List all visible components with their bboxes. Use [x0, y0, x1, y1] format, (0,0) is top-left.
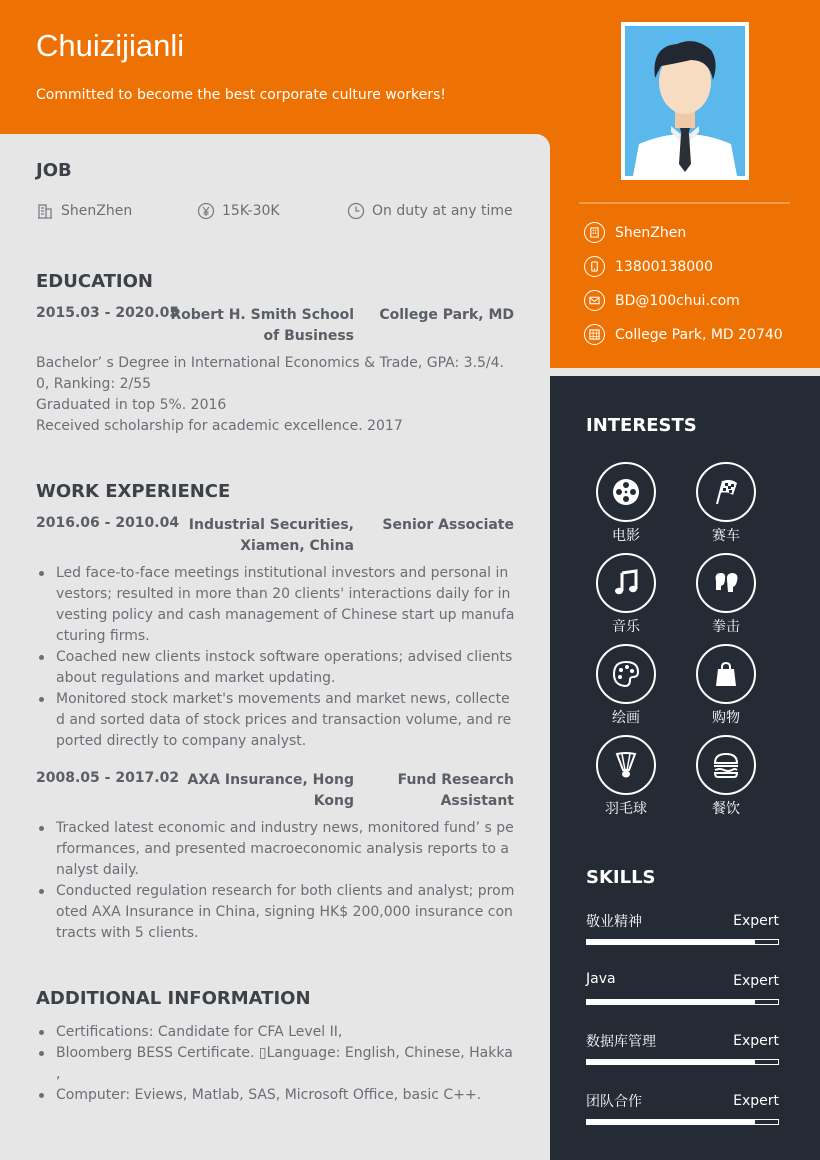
skill-level: Expert — [733, 913, 779, 929]
job-salary: 15K-30K — [197, 202, 280, 220]
contact-location — [584, 222, 686, 243]
skill-level: Expert — [733, 1093, 779, 1109]
edu-place: College Park, MD — [379, 307, 514, 323]
contact-phone — [584, 256, 713, 277]
skill-bar-fill — [587, 1060, 755, 1064]
contact-text: BD@100chui.com — [615, 292, 740, 309]
work-role: Senior Associate — [382, 517, 514, 533]
work-company: Industrial Securities, Xiamen, China — [188, 517, 354, 554]
avatar — [621, 22, 749, 180]
contact-text: 13800138000 — [615, 258, 713, 275]
shuttlecock-icon — [610, 749, 642, 781]
skills-title: SKILLS — [586, 867, 656, 888]
interest-label: 音乐 — [612, 619, 640, 635]
list-item: Monitored stock market's movements and market news, collected and sorted data of stock prices and transaction volume, and reported directly to company analyst. — [36, 689, 516, 752]
education-title: EDUCATION — [36, 271, 153, 292]
interest-label: 拳击 — [712, 619, 740, 635]
additional-bullets — [36, 1022, 516, 1106]
racing-flag-icon — [710, 476, 742, 508]
skill-level: Expert — [733, 1033, 779, 1049]
building-icon — [36, 202, 54, 220]
interest-badminton — [586, 735, 666, 818]
contact-text: College Park, MD 20740 — [615, 326, 783, 343]
contact-text: ShenZhen — [615, 224, 687, 241]
music-note-icon — [610, 567, 642, 599]
map-grid-icon — [584, 324, 605, 345]
education-details — [36, 353, 516, 437]
edu-line: Graduated in top 5%. 2016 — [36, 397, 227, 413]
tagline: Committed to become the best corporate culture workers! — [36, 87, 446, 103]
burger-icon — [710, 749, 742, 781]
skill-name: Java — [586, 971, 616, 987]
boxing-glove-icon — [710, 567, 742, 599]
interest-food — [686, 735, 766, 818]
work-company: AXA Insurance, Hong Kong — [187, 772, 354, 809]
edu-line: Received scholarship for academic excellence. 2017 — [36, 418, 403, 434]
skill-bar — [586, 999, 779, 1005]
clock-icon — [347, 202, 365, 220]
contact-email — [584, 290, 740, 311]
skill-name: 敬业精神 — [586, 914, 642, 930]
yen-coin-icon — [197, 202, 215, 220]
edu-line: Bachelor’ s Degree in International Economics & Trade, GPA: 3.5/4.0, Ranking: 2/55 — [36, 355, 504, 392]
interest-boxing — [686, 553, 766, 636]
work-role: Fund Research Assistant — [397, 772, 514, 809]
work-date: 2008.05 - 2017.02 — [36, 770, 180, 786]
job-title: JOB — [36, 160, 72, 181]
skill-level: Expert — [733, 973, 779, 989]
shopping-bag-icon — [710, 658, 742, 690]
edu-date: 2015.03 - 2020.05 — [36, 305, 180, 321]
interest-painting — [586, 644, 666, 727]
interest-movie — [586, 462, 666, 545]
list-item: Certifications: Candidate for CFA Level II, — [36, 1022, 516, 1043]
skill-bar-fill — [587, 1000, 755, 1004]
resume-name: Chuizijianli — [36, 28, 185, 63]
list-item: Bloomberg BESS Certificate. ▯Language: English, Chinese, Hakka , — [36, 1043, 516, 1085]
skill-bar — [586, 1059, 779, 1065]
work-bullets-2 — [36, 818, 516, 944]
mail-icon — [584, 290, 605, 311]
interest-label: 羽毛球 — [605, 801, 647, 817]
list-item: Computer: Eviews, Matlab, SAS, Microsoft Office, basic C++. — [36, 1085, 516, 1106]
work-date: 2016.06 - 2010.04 — [36, 515, 180, 531]
phone-icon — [584, 256, 605, 277]
skill-bar — [586, 1119, 779, 1125]
work-bullets-1 — [36, 563, 516, 752]
sidebar-divider — [579, 202, 790, 204]
skill-name: 数据库管理 — [586, 1034, 656, 1050]
list-item: Led face-to-face meetings institutional investors and personal investors; resulted in more than 20 clients' interactions daily for investing policy and cash management of Chinese start up manufacturing firms. — [36, 563, 516, 647]
skill-bar-fill — [587, 1120, 755, 1124]
film-reel-icon — [610, 476, 642, 508]
interest-music — [586, 553, 666, 636]
edu-school: Robert H. Smith School of Business — [170, 307, 354, 344]
interest-racing — [686, 462, 766, 545]
job-location: ShenZhen — [36, 202, 132, 220]
work-title: WORK EXPERIENCE — [36, 481, 231, 502]
list-item: Conducted regulation research for both clients and analyst; promoted AXA Insurance in China, signing HK$ 200,000 insurance contracts with 5 clients. — [36, 881, 516, 944]
skill-name: 团队合作 — [586, 1094, 642, 1110]
interest-label: 购物 — [712, 710, 740, 726]
additional-title: ADDITIONAL INFORMATION — [36, 988, 311, 1009]
skill-bar — [586, 939, 779, 945]
interests-title: INTERESTS — [586, 415, 697, 436]
interest-label: 绘画 — [612, 710, 640, 726]
skill-bar-fill — [587, 940, 755, 944]
interest-label: 餐饮 — [712, 801, 740, 817]
interest-label: 电影 — [612, 528, 640, 544]
interest-label: 赛车 — [712, 528, 740, 544]
palette-icon — [610, 658, 642, 690]
list-item: Coached new clients instock software operations; advised clients about regulations and market updating. — [36, 647, 516, 689]
job-availability: On duty at any time — [347, 202, 513, 220]
contact-address — [584, 324, 783, 345]
interest-shopping — [686, 644, 766, 727]
list-item: Tracked latest economic and industry news, monitored fund’ s performances, and presented macroeconomic analysis reports to analyst daily. — [36, 818, 516, 881]
building-icon — [584, 222, 605, 243]
